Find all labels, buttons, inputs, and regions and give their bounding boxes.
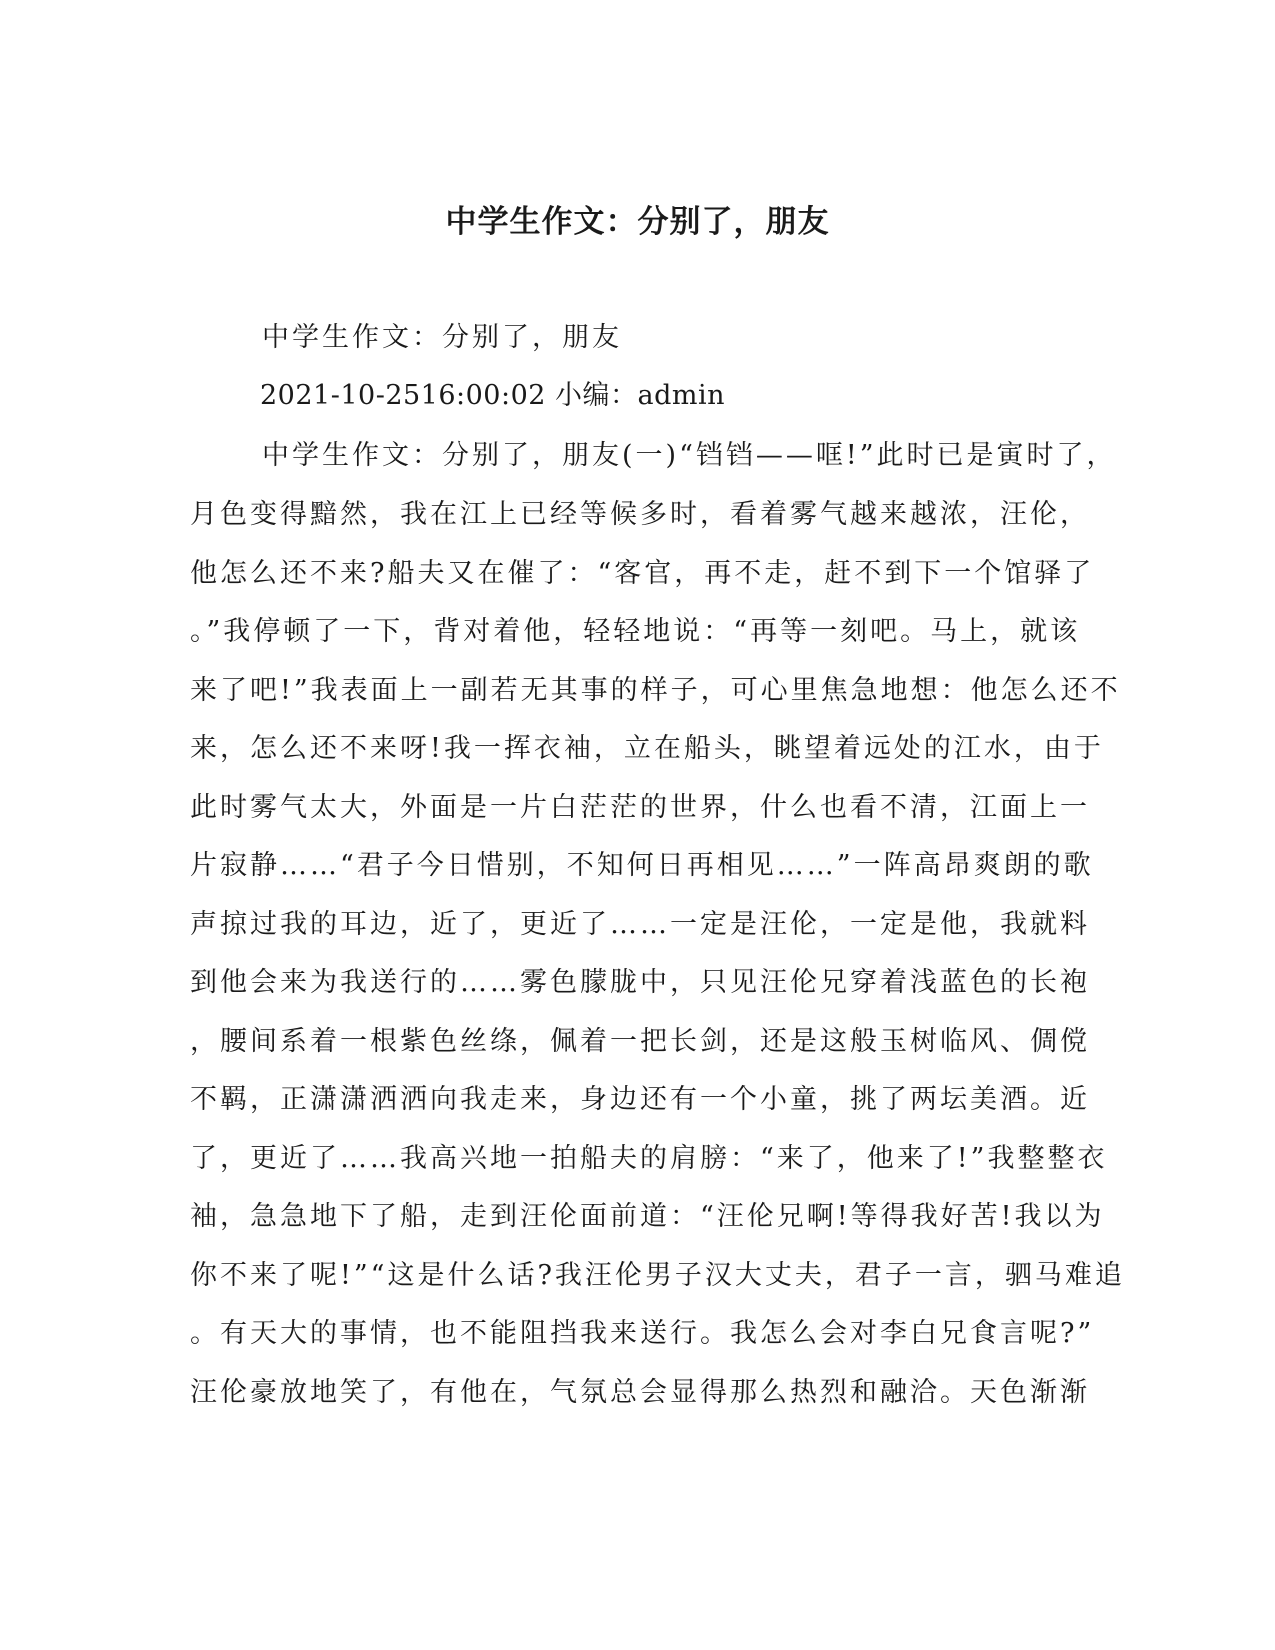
paragraph-line: 。”我停顿了一下，背对着他，轻轻地说：“再等一刻吧。马上，就该 bbox=[190, 616, 1081, 647]
paragraph-line: 汪伦豪放地笑了，有他在，气氛总会显得那么热烈和融洽。天色渐渐 bbox=[190, 1377, 1090, 1408]
paragraph-line: 到他会来为我送行的……雾色朦胧中，只见汪伦兄穿着浅蓝色的长袍 bbox=[190, 967, 1090, 998]
paragraph-line: 他怎么还不来?船夫又在催了：“客官，再不走，赶不到下一个馆驿了 bbox=[190, 558, 1095, 589]
paragraph-line: 不羁，正潇潇洒洒向我走来，身边还有一个小童，挑了两坛美酒。近 bbox=[190, 1084, 1090, 1115]
paragraph-line: 你不来了呢!”“这是什么话?我汪伦男子汉大丈夫，君子一言，驷马难追 bbox=[190, 1260, 1125, 1291]
paragraph-line: 中学生作文：分别了，朋友(一)“铛铛——哐!”此时已是寅时了， bbox=[262, 440, 1117, 471]
subtitle-line: 中学生作文：分别了，朋友 bbox=[262, 322, 622, 353]
paragraph-line: 来，怎么还不来呀!我一挥衣袖，立在船头，眺望着远处的江水，由于 bbox=[190, 733, 1104, 764]
paragraph-line: 月色变得黯然，我在江上已经等候多时，看着雾气越来越浓，汪伦， bbox=[190, 499, 1090, 530]
paragraph-line: 。有天大的事情，也不能阻挡我来送行。我怎么会对李白兄食言呢?” bbox=[190, 1318, 1095, 1349]
document-title: 中学生作文：分别了，朋友 bbox=[445, 204, 830, 240]
paragraph-line: 了，更近了……我高兴地一拍船夫的肩膀：“来了，他来了!”我整整衣 bbox=[190, 1143, 1108, 1174]
meta-line: 2021-10-2516:00:02 小编：admin bbox=[260, 380, 726, 411]
paragraph-line: 来了吧!”我表面上一副若无其事的样子，可心里焦急地想：他怎么还不 bbox=[190, 675, 1121, 706]
paragraph-line: 袖，急急地下了船，走到汪伦面前道：“汪伦兄啊!等得我好苦!我以为 bbox=[190, 1201, 1105, 1232]
paragraph-line: 声掠过我的耳边，近了，更近了……一定是汪伦，一定是他，我就料 bbox=[190, 909, 1090, 940]
paragraph-line: ，腰间系着一根紫色丝绦，佩着一把长剑，还是这般玉树临风、倜傥 bbox=[190, 1026, 1090, 1057]
paragraph-line: 此时雾气太大，外面是一片白茫茫的世界，什么也看不清，江面上一 bbox=[190, 792, 1090, 823]
paragraph-line: 片寂静……“君子今日惜别，不知何日再相见……”一阵高昂爽朗的歌 bbox=[190, 850, 1094, 881]
